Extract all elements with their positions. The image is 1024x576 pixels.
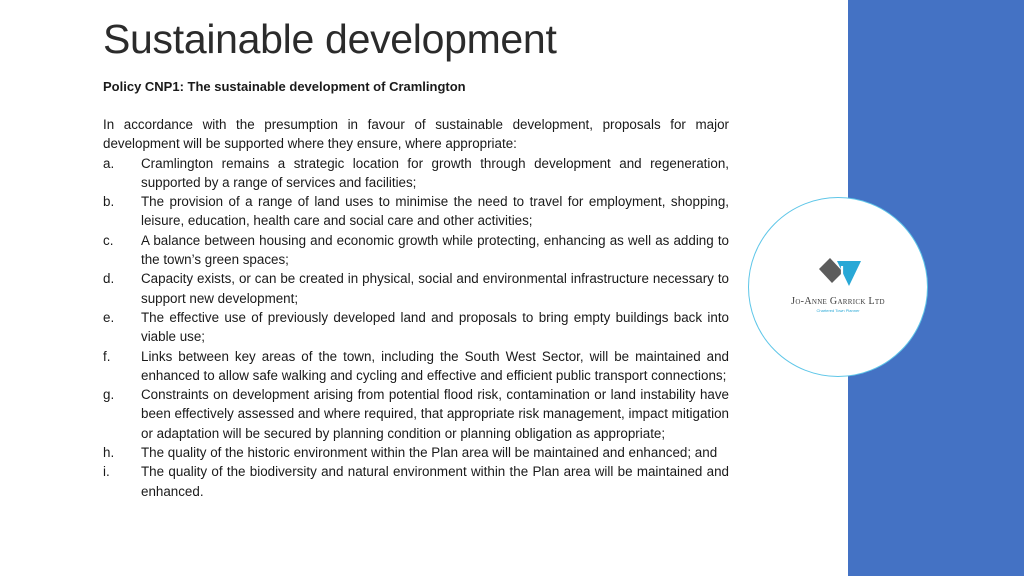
list-item-text: Cramlington remains a strategic location for growth through development and regeneration, supported by a range of services and facilities; [141,155,729,190]
policy-intro: In accordance with the presumption in favour of sustainable development, proposals for major development will be supported where they ensure, where appropriate: [103,117,729,152]
list-marker: g. [103,387,115,403]
logo-subtitle: Chartered Town Planner [816,308,860,313]
list-marker: b. [103,194,115,210]
list-item [103,347,729,386]
list-item [103,462,729,501]
list-item [103,269,729,308]
list-item [103,231,729,270]
logo-company-name: Jo-Anne Garrick Ltd [791,296,885,307]
list-item-text: The effective use of previously developed land and proposals to bring empty buildings back into viable use; [141,309,729,345]
list-item-text: The quality of the biodiversity and natural environment within the Plan area will be maintained and enhanced. [141,464,729,499]
list-item [103,192,729,231]
list-item-text: The quality of the historic environment within the Plan area will be maintained and enhanced; and [141,445,718,461]
list-item-text: Links between key areas of the town, including the South West Sector, will be maintained and enhanced to allow safe walking and cycling and effective and efficient public transport connections; [141,348,729,383]
slide-title: Sustainable development [103,16,557,62]
list-marker: d. [103,271,115,287]
diamond-logo-icon [819,258,861,298]
list-marker: i. [103,464,110,480]
list-item-text: A balance between housing and economic growth while protecting, enhancing as well as adding to the town’s green spaces; [141,232,729,268]
list-item-text: The provision of a range of land uses to minimise the need to travel for employment, shopping, leisure, education, health care and social care and other activities; [141,194,729,229]
list-item [103,443,729,462]
policy-body [103,115,729,501]
list-marker: h. [103,445,115,461]
logo-badge [748,197,928,377]
list-marker: e. [103,309,115,325]
list-item [103,385,729,443]
list-item-text: Constraints on development arising from potential flood risk, contamination or land instability have been effectively assessed and where required, that appropriate risk management, impact mitigation or adaptation will be secured by planning condition or planning obligation as appropriate; [141,387,729,441]
policy-heading: Policy CNP1: The sustainable development of Cramlington [103,79,466,94]
list-item [103,154,729,193]
list-marker: a. [103,155,115,171]
list-marker: f. [103,348,111,364]
list-item [103,308,729,347]
policy-criteria-list [103,154,729,501]
list-marker: c. [103,232,114,248]
list-item-text: Capacity exists, or can be created in physical, social and environmental infrastructure necessary to support new development; [141,271,729,306]
